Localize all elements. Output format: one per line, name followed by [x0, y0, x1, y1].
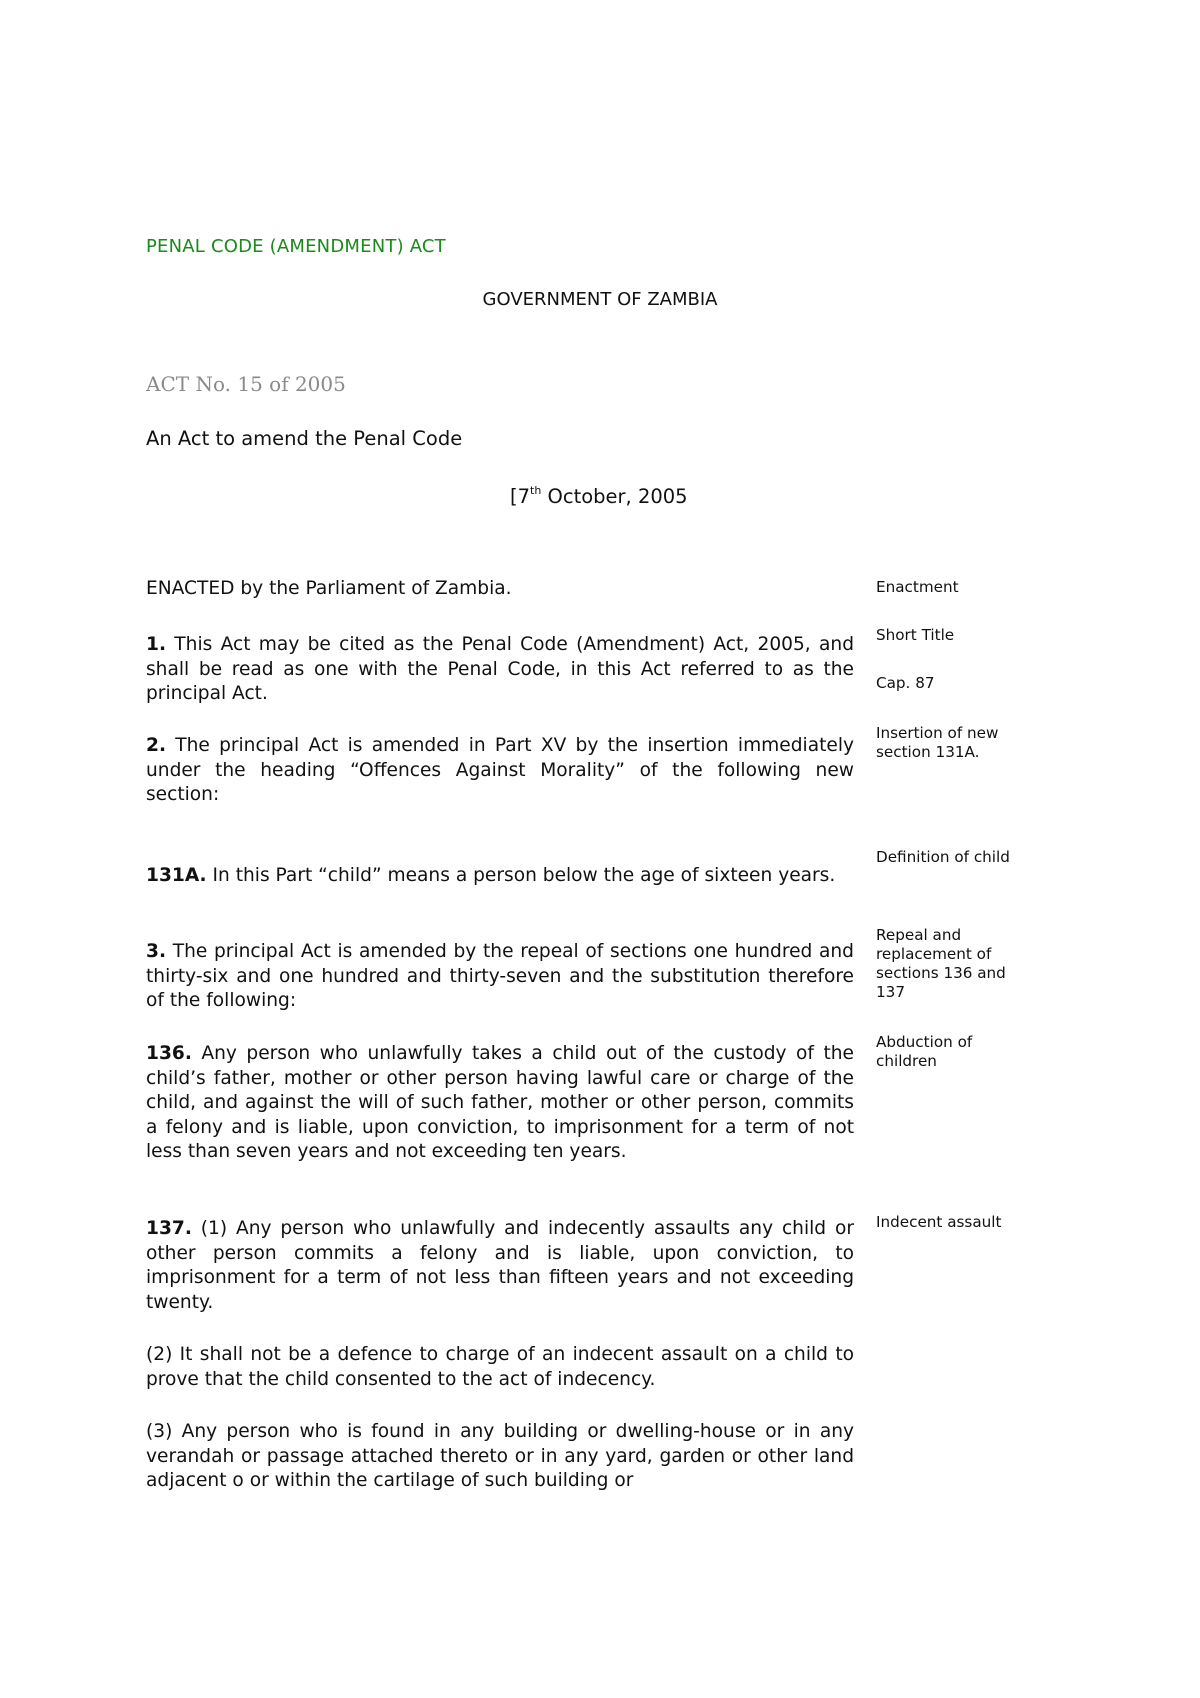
margin-note-short-title: Short Title	[876, 626, 955, 644]
section-137-subsection-3: (3) Any person who is found in any building or dwelling-house or in any verandah or passage attached thereto or in any yard, garden or other land adjacent o or within the cartilage of such building or	[146, 1421, 854, 1491]
section-137-text: (1) Any person who unlawfully and indecently assaults any child or other person commits a felony and is liable, upon conviction, to imprisonment for a term of not less than fifteen years and not exceeding twenty.	[146, 1218, 854, 1313]
assent-date	[510, 484, 688, 508]
long-title: An Act to amend the Penal Code	[146, 427, 463, 450]
section-2-text: The principal Act is amended in Part XV by the insertion immediately under the heading “Offences Against Morality” of the following new section:	[146, 735, 854, 805]
section-137-subsection-2: (2) It shall not be a defence to charge of an indecent assault on a child to prove that the child consented to the act of indecency.	[146, 1344, 854, 1390]
margin-note-repeal: Repeal and replacement of sections 136 and 137	[876, 926, 1006, 1001]
enacted-paragraph: ENACTED by the Parliament of Zambia.	[146, 578, 512, 599]
section-1-text: This Act may be cited as the Penal Code (Amendment) Act, 2005, and shall be read as one with the Penal Code, in this Act referred to as the principal Act.	[146, 634, 854, 704]
section-3-number: 3.	[146, 941, 167, 962]
section-3-text: The principal Act is amended by the repeal of sections one hundred and thirty-six and one hundred and thirty-seven and the substitution therefore of the following:	[146, 941, 854, 1011]
section-137-number: 137.	[146, 1218, 192, 1239]
section-1	[146, 633, 854, 707]
date-prefix: [7	[510, 485, 531, 508]
section-131a	[146, 864, 854, 889]
section-3	[146, 940, 854, 1014]
section-2-number: 2.	[146, 735, 167, 756]
section-131a-text: In this Part “child” means a person below the age of sixteen years.	[206, 865, 836, 886]
section-137	[146, 1217, 854, 1315]
margin-note-abduction: Abduction of children	[876, 1033, 973, 1070]
act-title: PENAL CODE (AMENDMENT) ACT	[146, 236, 446, 257]
section-136	[146, 1042, 854, 1165]
section-136-text: Any person who unlawfully takes a child out of the custody of the child’s father, mother or other person having lawful care or charge of the child, and against the will of such father, mother or other person, commits a felony and is liable, upon conviction, to imprisonment for a term of not less than seven years and not exceeding ten years.	[146, 1043, 854, 1162]
section-136-number: 136.	[146, 1043, 192, 1064]
act-number: ACT No. 15 of 2005	[146, 372, 346, 396]
margin-note-cap: Cap. 87	[876, 674, 935, 692]
margin-note-enactment: Enactment	[876, 578, 959, 596]
date-superscript: th	[530, 484, 542, 497]
margin-note-indecent-assault: Indecent assault	[876, 1213, 1002, 1231]
margin-note-insertion: Insertion of new section 131A.	[876, 724, 999, 761]
section-131a-number: 131A.	[146, 865, 207, 886]
date-suffix: October, 2005	[541, 485, 688, 508]
margin-note-definition: Definition of child	[876, 848, 1010, 866]
section-2	[146, 734, 854, 808]
government-heading: GOVERNMENT OF ZAMBIA	[482, 289, 718, 310]
section-1-number: 1.	[146, 634, 167, 655]
